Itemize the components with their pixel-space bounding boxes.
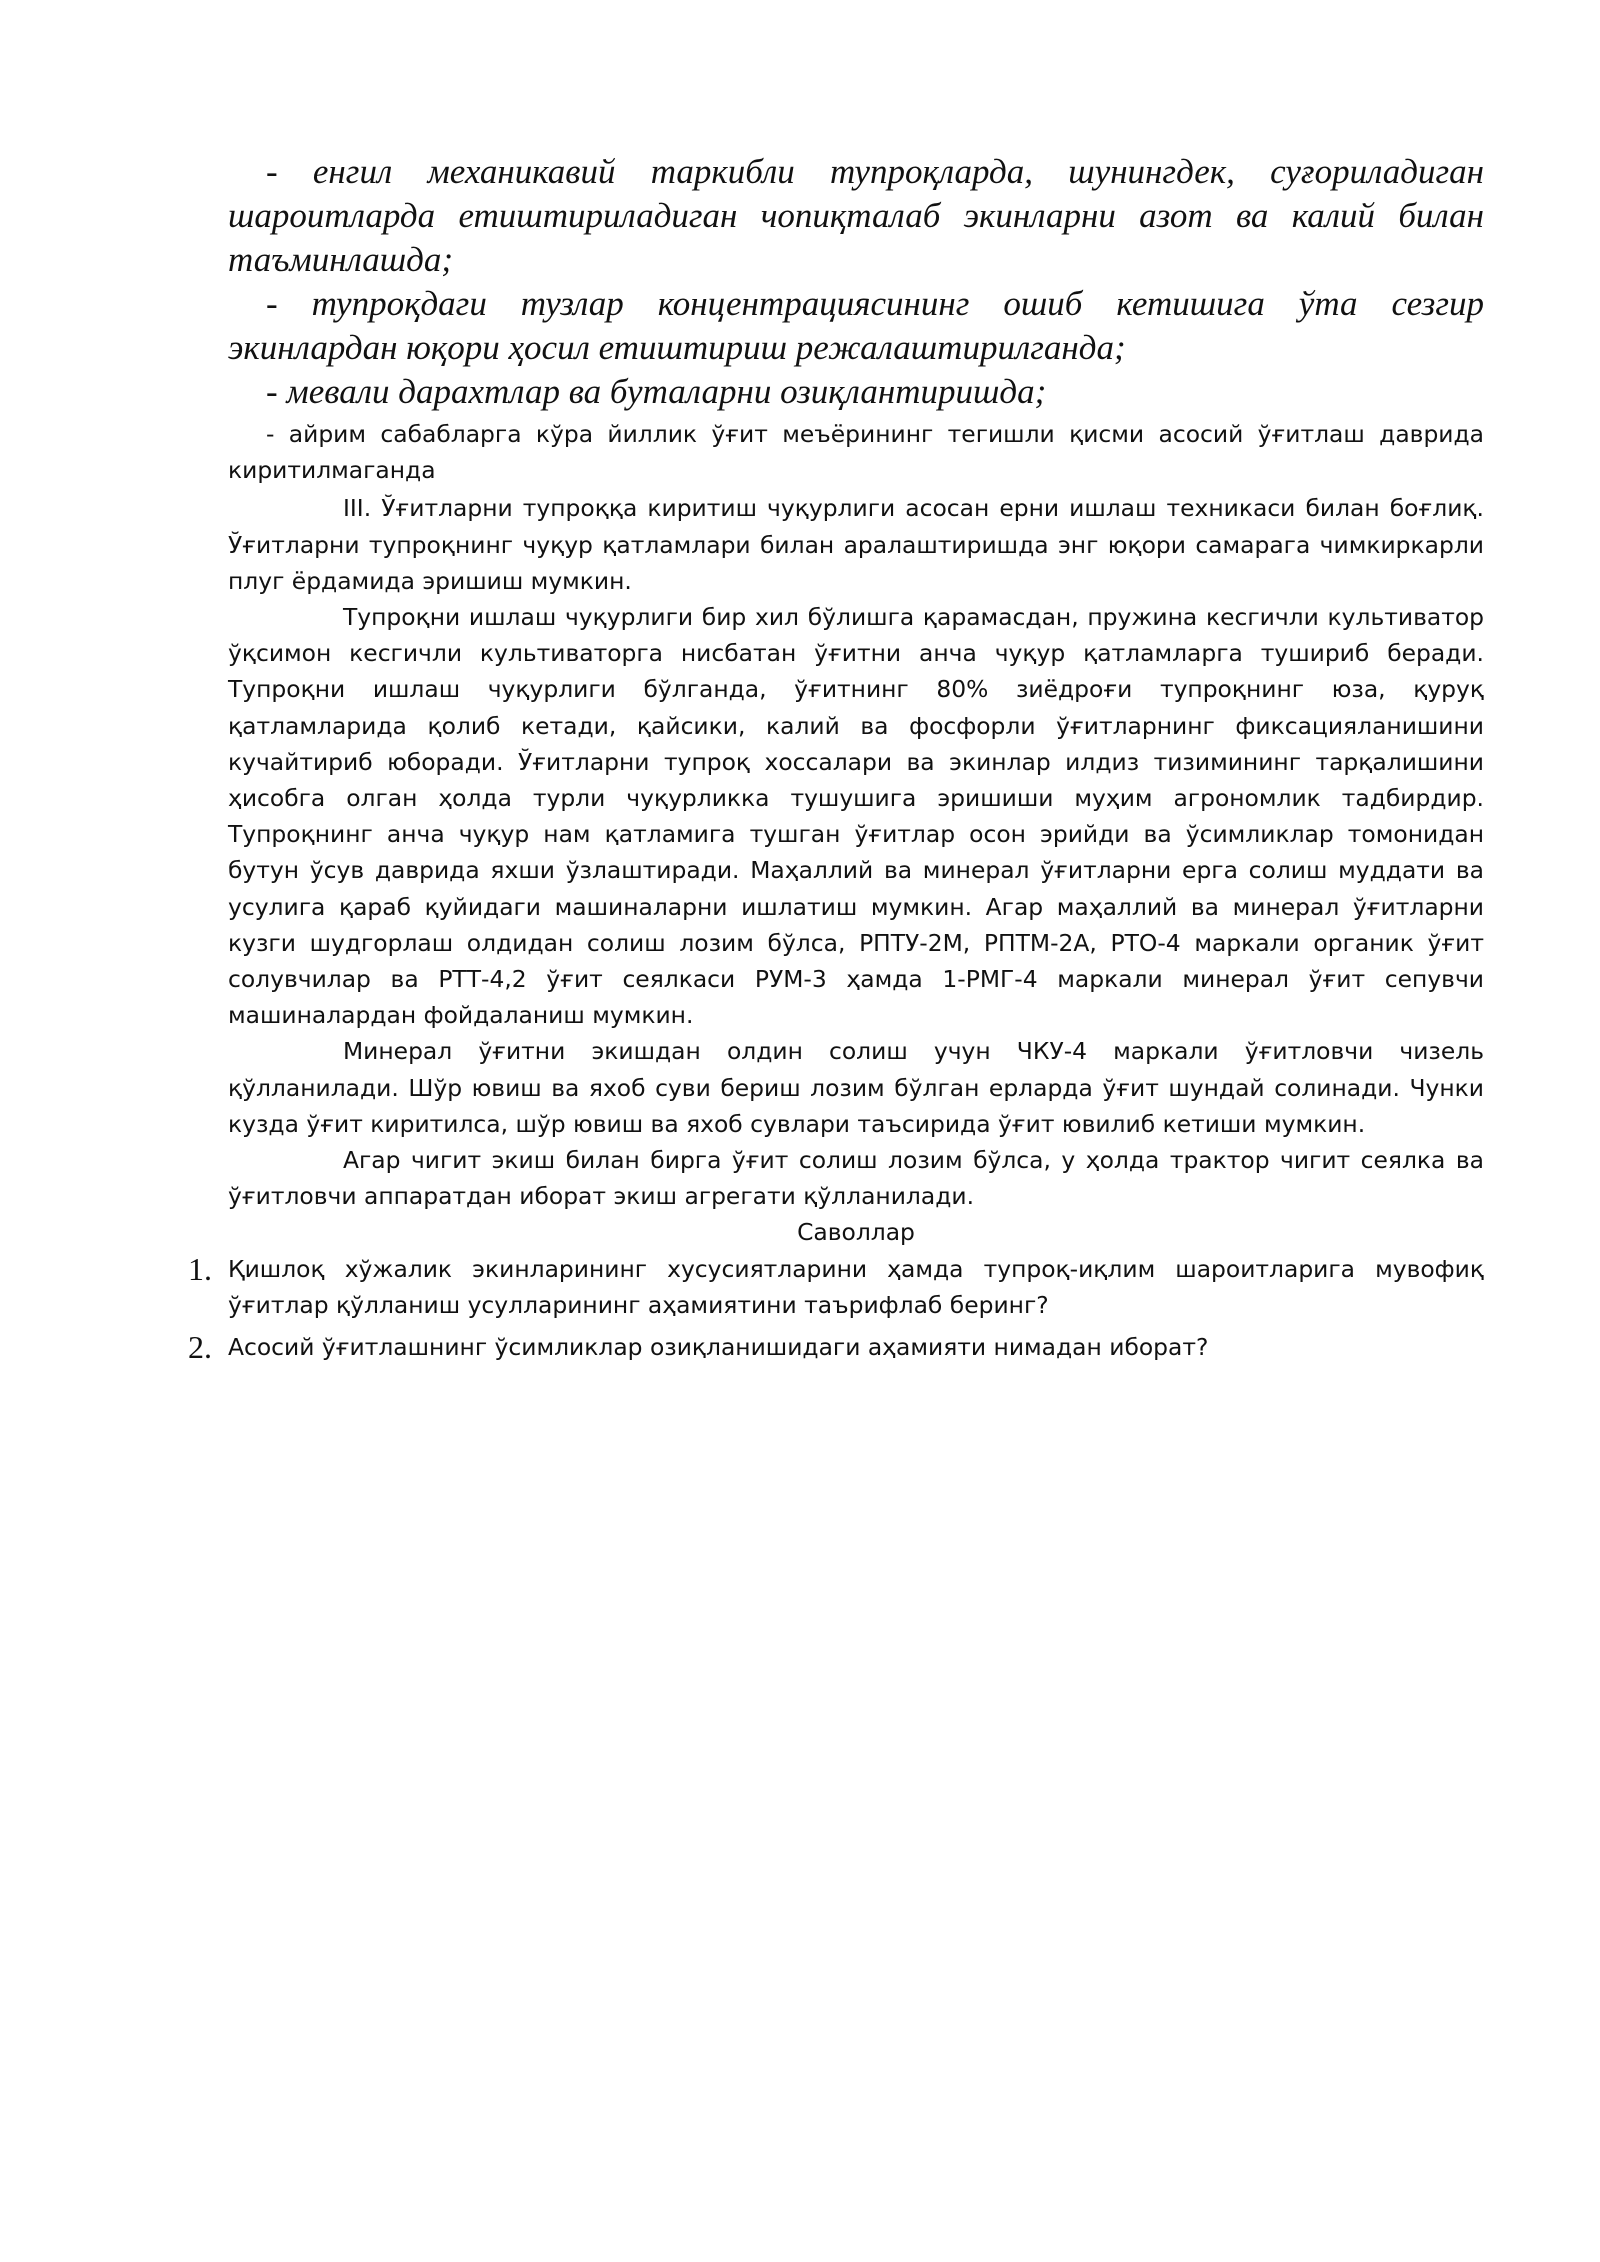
italic-paragraph: - мевали дарахтлар ва буталарни озиқлантиришда; bbox=[266, 372, 1047, 411]
question-text: Асосий ўғитлашнинг ўсимликлар озиқланишидаги аҳамияти нимадан иборат? bbox=[228, 1333, 1209, 1362]
italic-paragraph: - енгил механикавий таркибли тупроқларда, шунингдек, суғориладиган шароитларда етиштириладиган чопиқталаб экинларни азот ва калий билан таъминлашда; bbox=[228, 152, 1484, 279]
body-paragraph: Минерал ўғитни экишдан олдин солиш учун ЧКУ-4 маркали ўғитловчи чизель қўлланилади. Шўр ювиш ва яхоб суви бериш лозим бўлган ерларда ўғит шундай солинади. Чунки кузда ўғит киритилса, шўр ювиш ва яхоб сувлари таъсирида ўғит ювилиб кетиши мумкин. bbox=[228, 1037, 1484, 1138]
question-number: 1. bbox=[188, 1250, 212, 1287]
question-text: Қишлоқ хўжалик экинларининг хусусиятларини ҳамда тупроқ-иқлим шароитларига мувофиқ ўғитлар қўлланиш усулларининг аҳамиятини таърифлаб беринг? bbox=[228, 1254, 1484, 1319]
italic-paragraph: - тупроқдаги тузлар концентрациясининг ошиб кетишига ўта сезгир экинлардан юқори ҳосил етиштириш режалаштирилганда; bbox=[228, 284, 1484, 367]
body-paragraph: III. Ўғитларни тупроққа киритиш чуқурлиги асосан ерни ишлаш техникаси билан боғлиқ. Ўғитларни тупроқнинг чуқур қатламлари билан аралаштиришда энг юқори самарага чимкиркарли плуг ёрдамида эришиш мумкин. bbox=[228, 494, 1484, 595]
question-item bbox=[188, 1250, 1484, 1323]
text-column bbox=[188, 150, 1484, 1371]
body-paragraph: Тупроқни ишлаш чуқурлиги бир хил бўлишга қарамасдан, пружина кесгичли культиватор ўқсимон кесгичли культиваторга нисбатан ўғитни анча чуқур қатламларга тушириб беради. Тупроқни ишлаш чуқурлиги бўлганда, ўғитнинг 80% зиёдроғи тупроқнинг юза, қуруқ қатламларида қолиб кетади, қайсики, калий ва фосфорли ўғитларнинг фиксацияланишини кучайтириб юборади. Ўғитларни тупроқ хоссалари ва экинлар илдиз тизимининг тарқалишини ҳисобга олган ҳолда турли чуқурликка тушушига эришиши муҳим агрономлик тадбирдир. Тупроқнинг анча чуқур нам қатламига тушган ўғитлар осон эрийди ва ўсимликлар томонидан бутун ўсув даврида яхши ўзлаштиради. Маҳаллий ва минерал ўғитларни ерга солиш муддати ва усулига қараб қуйидаги машиналарни ишлатиш мумкин. Агар маҳаллий ва минерал ўғитларни кузги шудгорлаш олдидан солиш лозим бўлса, РПТУ-2М, РПТМ-2А, РТО-4 маркали органик ўғит солувчилар ва РТТ-4,2 ўғит сеялкаси РУМ-3 ҳамда 1-РМГ-4 маркали минерал ўғит сепувчи машиналардан фойдаланиш мумкин. bbox=[228, 603, 1484, 1030]
body-paragraph: Агар чигит экиш билан бирга ўғит солиш лозим бўлса, у ҳолда трактор чигит сеялка ва ўғитловчи аппаратдан иборат экиш агрегати қўлланилади. bbox=[228, 1146, 1484, 1211]
questions-list bbox=[188, 1250, 1484, 1366]
question-number: 2. bbox=[188, 1329, 212, 1366]
bullet-paragraph: - айрим сабабларга кўра йиллик ўғит меъёрининг тегишли қисми асосий ўғитлаш даврида киритилмаганда bbox=[228, 420, 1484, 485]
questions-title: Саволлар bbox=[797, 1218, 915, 1247]
question-item bbox=[188, 1329, 1484, 1366]
